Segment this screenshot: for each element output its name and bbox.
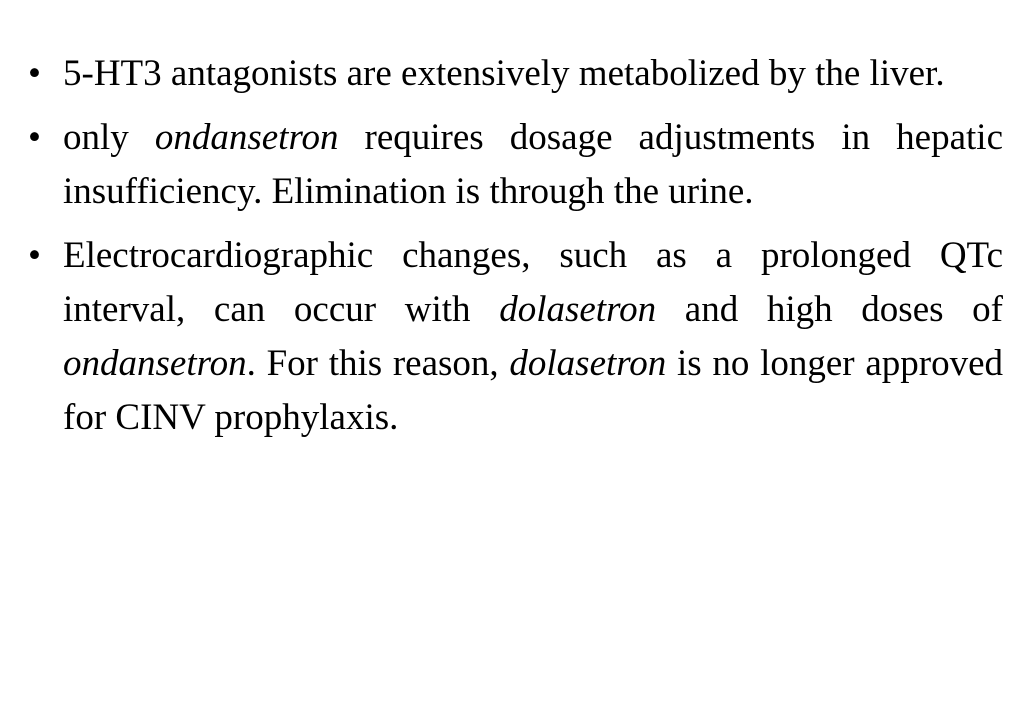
text-segment: and high doses of bbox=[656, 289, 1003, 330]
drug-name-italic: dolasetron bbox=[509, 343, 667, 384]
bullet-text bbox=[63, 47, 1003, 101]
text-segment: . For this reason, bbox=[246, 343, 510, 384]
text-segment: 5-HT3 antagonists are extensively metabolized by the liver. bbox=[63, 53, 945, 94]
bullet-item-3 bbox=[28, 229, 1003, 445]
bullet-dot-icon: • bbox=[28, 117, 41, 158]
drug-name-italic: dolasetron bbox=[499, 289, 657, 330]
bullet-list bbox=[28, 47, 1003, 455]
text-segment: only bbox=[63, 117, 155, 158]
text-segment: requires dosage adjustments in hepatic insufficiency. Elimination is through the urine. bbox=[63, 117, 1004, 212]
bullet-text bbox=[63, 111, 1003, 219]
bullet-item-2 bbox=[28, 111, 1003, 219]
bullet-dot-icon: • bbox=[28, 53, 41, 94]
bullet-item-1 bbox=[28, 47, 1003, 101]
text-segment: Electrocardiographic changes, such as a prolonged QTc interval, can occur with bbox=[63, 235, 1003, 330]
drug-name-italic: ondansetron bbox=[63, 343, 247, 384]
bullet-text bbox=[63, 229, 1003, 445]
text-segment: is no longer approved for CINV prophylaxis. bbox=[63, 343, 1003, 438]
drug-name-italic: ondansetron bbox=[154, 117, 339, 158]
bullet-dot-icon: • bbox=[28, 235, 41, 276]
